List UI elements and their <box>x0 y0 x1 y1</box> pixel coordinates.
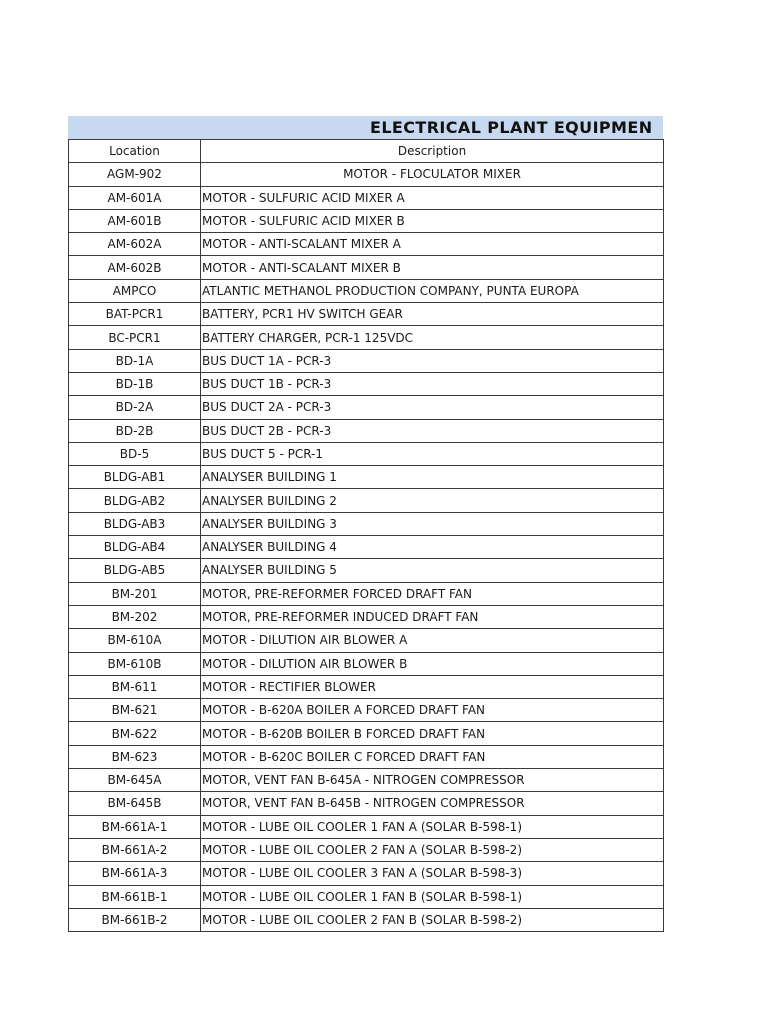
table-row <box>69 652 664 675</box>
table-row <box>69 349 664 372</box>
table-row <box>69 885 664 908</box>
table-row <box>69 815 664 838</box>
location-cell[interactable]: BM-661B-1 <box>69 885 201 908</box>
description-cell[interactable]: MOTOR - DILUTION AIR BLOWER A <box>201 629 664 652</box>
table-row <box>69 233 664 256</box>
table-row <box>69 745 664 768</box>
table-row <box>69 186 664 209</box>
description-cell[interactable]: MOTOR - LUBE OIL COOLER 1 FAN A (SOLAR B-598-1) <box>201 815 664 838</box>
location-cell[interactable]: BLDG-AB2 <box>69 489 201 512</box>
description-cell[interactable]: ANALYSER BUILDING 3 <box>201 512 664 535</box>
table-row <box>69 582 664 605</box>
table-row <box>69 838 664 861</box>
description-header[interactable]: Description <box>201 140 664 163</box>
table-row <box>69 163 664 186</box>
location-cell[interactable]: AM-602A <box>69 233 201 256</box>
description-cell[interactable]: MOTOR - LUBE OIL COOLER 2 FAN A (SOLAR B-598-2) <box>201 838 664 861</box>
description-cell[interactable]: MOTOR - B-620B BOILER B FORCED DRAFT FAN <box>201 722 664 745</box>
description-cell[interactable]: MOTOR - ANTI-SCALANT MIXER B <box>201 256 664 279</box>
table-row <box>69 256 664 279</box>
table-row <box>69 862 664 885</box>
location-cell[interactable]: BD-2B <box>69 419 201 442</box>
location-cell[interactable]: BM-610B <box>69 652 201 675</box>
location-cell[interactable]: AGM-902 <box>69 163 201 186</box>
location-header[interactable]: Location <box>69 140 201 163</box>
table-row <box>69 466 664 489</box>
table-row <box>69 908 664 931</box>
location-cell[interactable]: BM-661A-2 <box>69 838 201 861</box>
table-row <box>69 489 664 512</box>
table-row <box>69 442 664 465</box>
location-cell[interactable]: AM-602B <box>69 256 201 279</box>
description-cell[interactable]: BUS DUCT 2B - PCR-3 <box>201 419 664 442</box>
description-cell[interactable]: MOTOR - B-620C BOILER C FORCED DRAFT FAN <box>201 745 664 768</box>
location-cell[interactable]: BM-661A-3 <box>69 862 201 885</box>
table-row <box>69 303 664 326</box>
description-cell[interactable]: ATLANTIC METHANOL PRODUCTION COMPANY, PUNTA EUROPA <box>201 279 664 302</box>
location-cell[interactable]: BM-661A-1 <box>69 815 201 838</box>
location-cell[interactable]: BM-202 <box>69 605 201 628</box>
description-cell[interactable]: BUS DUCT 1B - PCR-3 <box>201 372 664 395</box>
sheet-title: ELECTRICAL PLANT EQUIPMEN <box>370 118 653 137</box>
table-row <box>69 279 664 302</box>
location-cell[interactable]: AMPCO <box>69 279 201 302</box>
location-cell[interactable]: BLDG-AB4 <box>69 536 201 559</box>
location-cell[interactable]: AM-601A <box>69 186 201 209</box>
location-cell[interactable]: BM-645B <box>69 792 201 815</box>
description-cell[interactable]: MOTOR - FLOCULATOR MIXER <box>201 163 664 186</box>
description-cell[interactable]: ANALYSER BUILDING 4 <box>201 536 664 559</box>
table-row <box>69 396 664 419</box>
table-row <box>69 559 664 582</box>
table-row <box>69 722 664 745</box>
description-cell[interactable]: MOTOR, PRE-REFORMER FORCED DRAFT FAN <box>201 582 664 605</box>
description-cell[interactable]: MOTOR - RECTIFIER BLOWER <box>201 675 664 698</box>
description-cell[interactable]: BUS DUCT 2A - PCR-3 <box>201 396 664 419</box>
location-cell[interactable]: BM-623 <box>69 745 201 768</box>
location-cell[interactable]: BM-661B-2 <box>69 908 201 931</box>
location-cell[interactable]: BD-5 <box>69 442 201 465</box>
location-cell[interactable]: BD-1B <box>69 372 201 395</box>
table-row <box>69 512 664 535</box>
table-row <box>69 769 664 792</box>
location-cell[interactable]: BM-645A <box>69 769 201 792</box>
description-cell[interactable]: MOTOR - LUBE OIL COOLER 2 FAN B (SOLAR B-598-2) <box>201 908 664 931</box>
location-cell[interactable]: BLDG-AB1 <box>69 466 201 489</box>
description-cell[interactable]: ANALYSER BUILDING 1 <box>201 466 664 489</box>
location-cell[interactable]: BM-201 <box>69 582 201 605</box>
description-cell[interactable]: MOTOR - ANTI-SCALANT MIXER A <box>201 233 664 256</box>
description-cell[interactable]: MOTOR - SULFURIC ACID MIXER A <box>201 186 664 209</box>
description-cell[interactable]: ANALYSER BUILDING 5 <box>201 559 664 582</box>
description-cell[interactable]: MOTOR - DILUTION AIR BLOWER B <box>201 652 664 675</box>
table-row <box>69 536 664 559</box>
table-row <box>69 372 664 395</box>
description-cell[interactable]: ANALYSER BUILDING 2 <box>201 489 664 512</box>
description-cell[interactable]: BATTERY CHARGER, PCR-1 125VDC <box>201 326 664 349</box>
location-cell[interactable]: BAT-PCR1 <box>69 303 201 326</box>
location-cell[interactable]: BM-611 <box>69 675 201 698</box>
table-row <box>69 326 664 349</box>
description-cell[interactable]: MOTOR, VENT FAN B-645A - NITROGEN COMPRESSOR <box>201 769 664 792</box>
description-cell[interactable]: MOTOR - SULFURIC ACID MIXER B <box>201 209 664 232</box>
location-cell[interactable]: BLDG-AB5 <box>69 559 201 582</box>
header-row <box>69 140 664 163</box>
table-row <box>69 675 664 698</box>
location-cell[interactable]: BLDG-AB3 <box>69 512 201 535</box>
table-body <box>69 163 664 932</box>
table-row <box>69 699 664 722</box>
description-cell[interactable]: MOTOR, PRE-REFORMER INDUCED DRAFT FAN <box>201 605 664 628</box>
description-cell[interactable]: MOTOR - LUBE OIL COOLER 1 FAN B (SOLAR B-598-1) <box>201 885 664 908</box>
description-cell[interactable]: MOTOR - LUBE OIL COOLER 3 FAN A (SOLAR B-598-3) <box>201 862 664 885</box>
location-cell[interactable]: BC-PCR1 <box>69 326 201 349</box>
description-cell[interactable]: BUS DUCT 1A - PCR-3 <box>201 349 664 372</box>
description-cell[interactable]: MOTOR - B-620A BOILER A FORCED DRAFT FAN <box>201 699 664 722</box>
location-cell[interactable]: BM-622 <box>69 722 201 745</box>
location-cell[interactable]: AM-601B <box>69 209 201 232</box>
table-row <box>69 209 664 232</box>
description-cell[interactable]: BUS DUCT 5 - PCR-1 <box>201 442 664 465</box>
title-bar <box>68 116 663 139</box>
description-cell[interactable]: BATTERY, PCR1 HV SWITCH GEAR <box>201 303 664 326</box>
equipment-sheet <box>68 116 663 932</box>
equipment-table <box>68 139 664 932</box>
location-cell[interactable]: BD-2A <box>69 396 201 419</box>
table-row <box>69 419 664 442</box>
location-cell[interactable]: BM-610A <box>69 629 201 652</box>
description-cell[interactable]: MOTOR, VENT FAN B-645B - NITROGEN COMPRESSOR <box>201 792 664 815</box>
table-row <box>69 629 664 652</box>
location-cell[interactable]: BM-621 <box>69 699 201 722</box>
table-row <box>69 792 664 815</box>
table-row <box>69 605 664 628</box>
location-cell[interactable]: BD-1A <box>69 349 201 372</box>
